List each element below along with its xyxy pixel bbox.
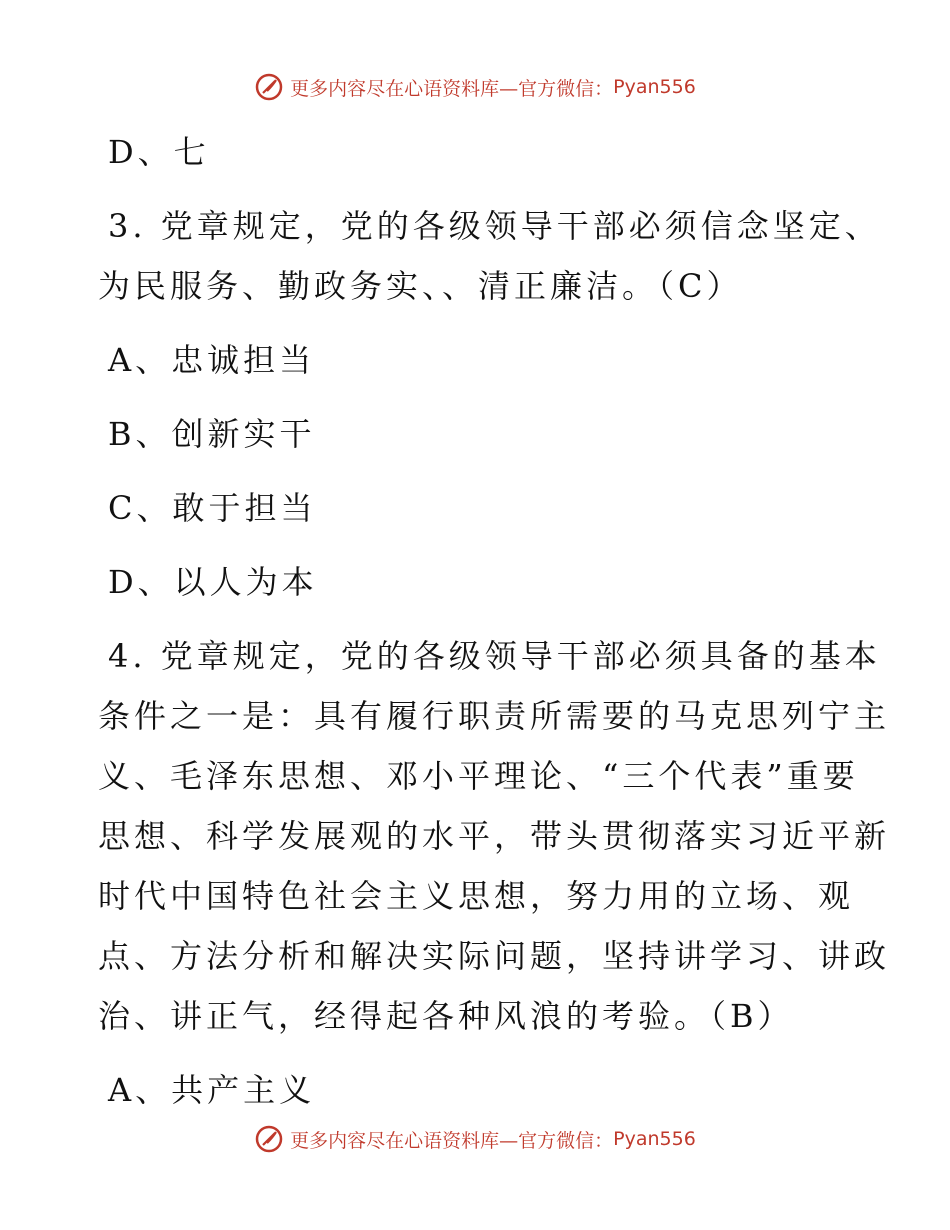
question-4-line-5: 时代中国特色社会主义思想，努力用的立场、观 — [98, 877, 855, 915]
watermark-text: 更多内容尽在心语资料库—官方微信： — [290, 1129, 614, 1152]
q4-option-a: A、共产主义 — [108, 1071, 316, 1109]
watermark-handle: Pyan556 — [613, 1128, 696, 1150]
question-3 — [98, 196, 881, 316]
question-4-line-6: 点、方法分析和解决实际问题，坚持讲学习、讲政 — [98, 937, 891, 975]
q3-option-c: C、敢于担当 — [108, 489, 317, 527]
header-watermark — [0, 72, 950, 102]
question-4-line-1: 4. 党章规定，党的各级领导干部必须具备的基本 — [108, 637, 881, 675]
question-4-line-7: 治、讲正气，经得起各种风浪的考验。（B） — [98, 997, 794, 1035]
question-4 — [98, 626, 891, 1046]
question-3-line-1: 3. 党章规定，党的各级领导干部必须信念坚定、 — [108, 207, 881, 245]
document-body — [98, 122, 891, 1134]
watermark-text: 更多内容尽在心语资料库—官方微信： — [290, 77, 614, 100]
q3-option-d: D、以人为本 — [108, 563, 318, 601]
watermark-handle: Pyan556 — [613, 76, 696, 98]
quill-logo-icon — [254, 1124, 284, 1154]
question-4-line-2: 条件之一是：具有履行职责所需要的马克思列宁主 — [98, 697, 891, 735]
question-4-line-4: 思想、科学发展观的水平，带头贯彻落实习近平新 — [98, 817, 891, 855]
question-3-line-2: 为民服务、勤政务实、、清正廉洁。（C） — [98, 267, 743, 305]
q3-option-b: B、创新实干 — [108, 415, 316, 453]
option-d-prev: D、七 — [108, 133, 210, 171]
quill-logo-icon — [254, 72, 284, 102]
footer-watermark — [0, 1124, 950, 1154]
q3-option-a: A、忠诚担当 — [108, 341, 316, 379]
question-4-line-3: 义、毛泽东思想、邓小平理论、“三个代表”重要 — [98, 757, 859, 795]
